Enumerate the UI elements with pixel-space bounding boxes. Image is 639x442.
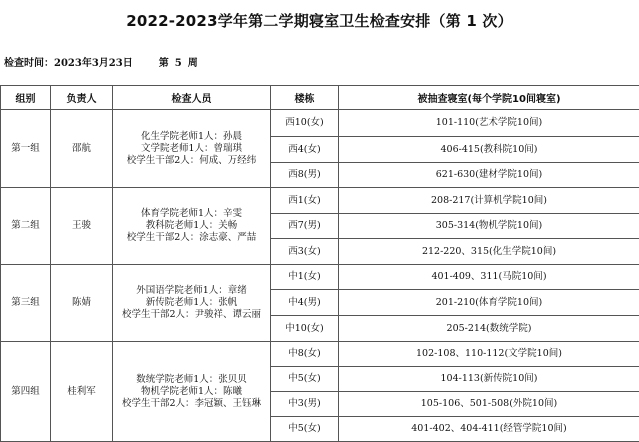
inspector-line: 物机学院老师1人：陈曦 [115, 386, 268, 398]
building-cell: 中3(男) [271, 392, 339, 417]
rooms-cell: 305-314(物机学院10间) [339, 214, 639, 239]
inspector-line: 教科院老师1人：关畅 [115, 220, 268, 232]
inspector-line: 校学生干部2人：尹骏祥、谭云丽 [115, 309, 268, 321]
table-row [1, 110, 639, 137]
inspector-line: 数统学院老师1人：张贝贝 [115, 374, 268, 386]
rooms-cell: 104-113(新传院10间) [339, 367, 639, 392]
inspection-date: 2023年3月23日 [54, 56, 133, 72]
building-cell: 中5(女) [271, 367, 339, 392]
table-row [1, 265, 639, 290]
inspectors-cell [113, 342, 271, 442]
col-header-leader: 负责人 [51, 86, 113, 110]
rooms-cell: 406-415(教科院10间) [339, 137, 639, 163]
table-header-row [1, 86, 639, 110]
page-title: 2022-2023学年第二学期寝室卫生检查安排（第 1 次） [0, 8, 639, 34]
rooms-cell: 105-106、501-508(外院10间) [339, 392, 639, 417]
inspector-line: 体育学院老师1人：辛雯 [115, 208, 268, 220]
building-cell: 西7(男) [271, 214, 339, 239]
inspectors-cell [113, 110, 271, 188]
rooms-cell: 102-108、110-112(文学院10间) [339, 342, 639, 367]
group-name: 第三组 [1, 265, 51, 342]
inspection-time-line [4, 56, 198, 72]
week-number: 5 [175, 56, 182, 72]
building-cell: 中10(女) [271, 316, 339, 342]
inspector-line: 外国语学院老师1人：章绪 [115, 285, 268, 297]
building-cell: 西1(女) [271, 188, 339, 214]
rooms-cell: 212-220、315(化生学院10间) [339, 239, 639, 265]
inspector-line: 新传院老师1人：张帆 [115, 297, 268, 309]
building-cell: 中8(女) [271, 342, 339, 367]
building-cell: 中4(男) [271, 290, 339, 316]
group-leader: 桂利军 [51, 342, 113, 442]
table-row [1, 342, 639, 367]
schedule-table [0, 85, 639, 442]
inspector-line: 校学生干部2人：李冠颖、王钰琳 [115, 398, 268, 410]
inspectors-cell [113, 188, 271, 265]
rooms-cell: 205-214(数统学院) [339, 316, 639, 342]
building-cell: 西3(女) [271, 239, 339, 265]
rooms-cell: 208-217(计算机学院10间) [339, 188, 639, 214]
building-cell: 西10(女) [271, 110, 339, 137]
inspectors-cell [113, 265, 271, 342]
rooms-cell: 401-402、404-411(经管学院10间) [339, 417, 639, 442]
building-cell: 中1(女) [271, 265, 339, 290]
inspector-line: 化生学院老师1人：孙晨 [115, 131, 268, 143]
building-cell: 西4(女) [271, 137, 339, 163]
building-cell: 中5(女) [271, 417, 339, 442]
building-cell: 西8(男) [271, 163, 339, 188]
rooms-cell: 621-630(建材学院10间) [339, 163, 639, 188]
rooms-cell: 101-110(艺术学院10间) [339, 110, 639, 137]
week-prefix: 第 [159, 56, 169, 72]
col-header-building: 楼栋 [271, 86, 339, 110]
group-name: 第二组 [1, 188, 51, 265]
col-header-inspectors: 检查人员 [113, 86, 271, 110]
inspector-line: 校学生干部2人：涂志豪、严喆 [115, 232, 268, 244]
rooms-cell: 401-409、311(马院10间) [339, 265, 639, 290]
group-name: 第四组 [1, 342, 51, 442]
inspection-time-label: 检查时间： [4, 56, 54, 72]
group-leader: 陈婧 [51, 265, 113, 342]
week-suffix: 周 [188, 56, 198, 72]
rooms-cell: 201-210(体育学院10间) [339, 290, 639, 316]
inspector-line: 文学院老师1人：曾瑞琪 [115, 143, 268, 155]
group-leader: 王骏 [51, 188, 113, 265]
inspector-line: 校学生干部2人：何成、万经纬 [115, 155, 268, 167]
group-name: 第一组 [1, 110, 51, 188]
col-header-group: 组别 [1, 86, 51, 110]
group-leader: 邵航 [51, 110, 113, 188]
table-row [1, 188, 639, 214]
col-header-rooms: 被抽查寝室(每个学院10间寝室) [339, 86, 639, 110]
